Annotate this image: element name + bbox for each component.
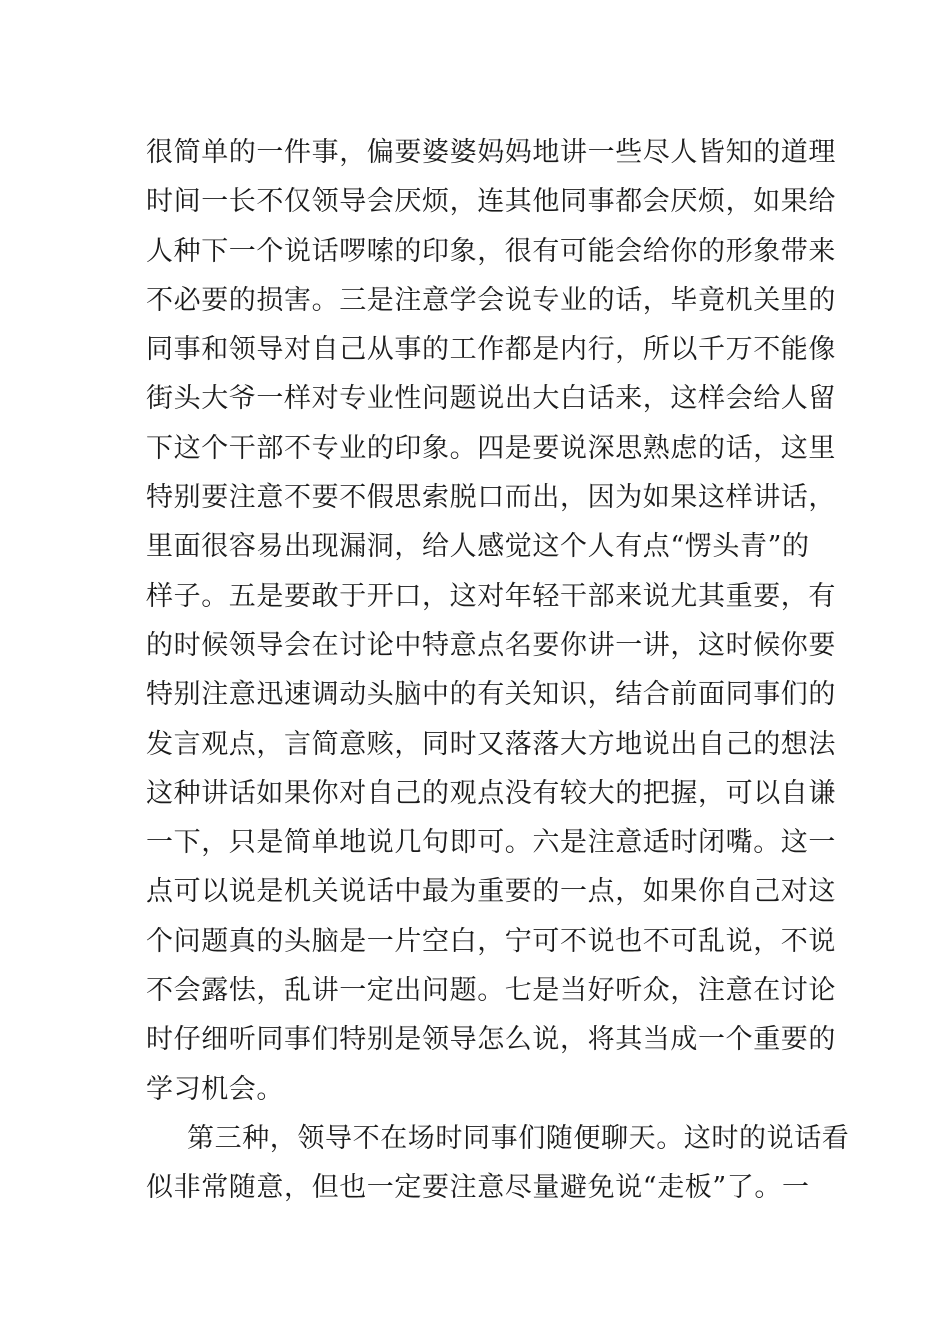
text-line: 学习机会。 xyxy=(146,1073,284,1105)
text-line: 不必要的损害。三是注意学会说专业的话，毕竟机关里的 xyxy=(146,284,836,316)
text-line: 特别注意迅速调动头脑中的有关知识，结合前面同事们的 xyxy=(146,679,836,711)
text-line: 样子。五是要敢于开口，这对年轻干部来说尤其重要，有 xyxy=(146,580,836,612)
body-text xyxy=(146,128,850,1213)
text-line: 时仔细听同事们特别是领导怎么说，将其当成一个重要的 xyxy=(146,1024,836,1056)
text-line: 特别要注意不要不假思索脱口而出，因为如果这样讲话， xyxy=(146,482,836,514)
text-line: 个问题真的头脑是一片空白，宁可不说也不可乱说，不说 xyxy=(146,925,836,957)
text-line: 同事和领导对自己从事的工作都是内行，所以千万不能像 xyxy=(146,334,836,366)
text-line: 这种讲话如果你对自己的观点没有较大的把握，可以自谦 xyxy=(146,777,836,809)
text-line: 很简单的一件事，偏要婆婆妈妈地讲一些尽人皆知的道理 xyxy=(146,137,836,168)
text-line: 一下，只是简单地说几句即可。六是注意适时闭嘴。这一 xyxy=(146,827,836,859)
text-line: 不会露怯，乱讲一定出问题。七是当好听众，注意在讨论 xyxy=(146,975,836,1007)
text-line: 时间一长不仅领导会厌烦，连其他同事都会厌烦，如果给 xyxy=(146,186,836,218)
paragraph xyxy=(146,128,836,1114)
text-line: 里面很容易出现漏洞，给人感觉这个人有点“愣头青”的 xyxy=(146,531,810,563)
text-line: 第三种，领导不在场时同事们随便聊天。这时的说话看 xyxy=(187,1122,850,1154)
text-line: 的时候领导会在讨论中特意点名要你讲一讲，这时候你要 xyxy=(146,629,836,661)
text-line: 似非常随意，但也一定要注意尽量避免说“走板”了。一 xyxy=(146,1172,810,1204)
paragraph xyxy=(146,1114,850,1213)
text-line: 发言观点，言简意赅，同时又落落大方地说出自己的想法 xyxy=(146,728,836,760)
text-line: 点可以说是机关说话中最为重要的一点，如果你自己对这 xyxy=(146,876,836,908)
text-line: 人种下一个说话啰嗦的印象，很有可能会给你的形象带来 xyxy=(146,235,836,267)
text-line: 街头大爷一样对专业性问题说出大白话来，这样会给人留 xyxy=(146,383,836,415)
text-line: 下这个干部不专业的印象。四是要说深思熟虑的话，这里 xyxy=(146,432,836,464)
